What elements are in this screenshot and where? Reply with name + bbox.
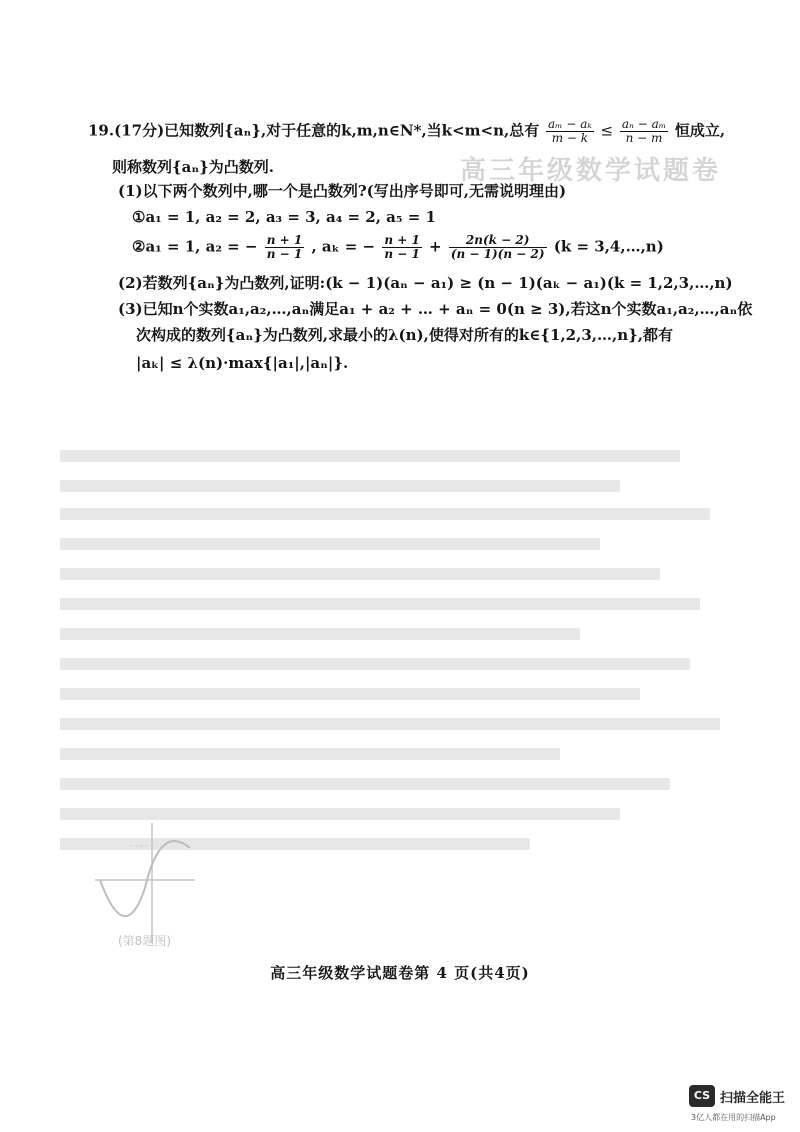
question-19-part-1: (1)以下两个数列中,哪一个是凸数列?(写出序号即可,无需说明理由) (118, 182, 567, 200)
question-19-intro: 19.(17分)已知数列{aₙ},对于任意的k,m,n∈N*,当k<m<n,总有 (88, 121, 540, 140)
sequence-2: ②a₁ = 1, a₂ = − $\frac{n + 1}{n - 1}$ , aₖ = − $\frac{n + 1}{n - 1}$ + $\frac{2n(k - 2)}{(n - 1)(n - 2)}$ (k = 3,4,…,n) (132, 233, 664, 261)
question-19-part-3-line-2: 次构成的数列{aₙ}为凸数列,求最小的λ(n),使得对所有的k∈{1,2,3,…,n},都有 (136, 326, 673, 344)
show-through-header: 高三年级数学试题卷 (460, 156, 722, 186)
fraction-right: $\frac{\text{aₙ − aₘ}}{n - m}$ (621, 117, 667, 145)
scanner-watermark (689, 1085, 799, 1125)
question-19-part-3-line-3: |aₖ| ≤ λ(n)·max{|a₁|,|aₙ|}. (136, 354, 349, 372)
question-19-part-3-line-1: (3)已知n个实数a₁,a₂,…,aₙ满足a₁ + a₂ + … + aₙ = 0(n ≥ 3),若这n个实数a₁,a₂,…,aₙ依 (118, 300, 753, 318)
question-19-line-2: 则称数列{aₙ}为凸数列. (112, 158, 275, 176)
watermark-tagline: 3亿人都在用的扫描App (691, 1113, 776, 1122)
sequence-1: ①a₁ = 1, a₂ = 2, a₃ = 3, a₄ = 2, a₅ = 1 (132, 208, 436, 226)
figure-caption-ghost: (第8题图) (118, 934, 171, 948)
watermark-app-name: 扫描全能王 (720, 1091, 786, 1106)
question-19-line-1: 19.(17分)已知数列{aₙ},对于任意的k,m,n∈N*,当k<m<n,总有 $\frac{\text{aₘ − aₖ}}{m - k}$ ≤ $\frac{\text{aₙ − aₘ}}{n - m}$ 恒成立, (88, 117, 726, 145)
fraction-left: $\frac{\text{aₘ − aₖ}}{m - k}$ (548, 117, 592, 145)
question-19-part-2: (2)若数列{aₙ}为凸数列,证明:(k − 1)(aₙ − a₁) ≥ (n − 1)(aₖ − a₁)(k = 1,2,3,…,n) (118, 274, 733, 292)
page-footer: 高三年级数学试题卷第 4 页(共4页) (270, 964, 530, 982)
camscanner-logo-icon: CS (689, 1085, 715, 1107)
show-through-text-block (60, 450, 740, 870)
